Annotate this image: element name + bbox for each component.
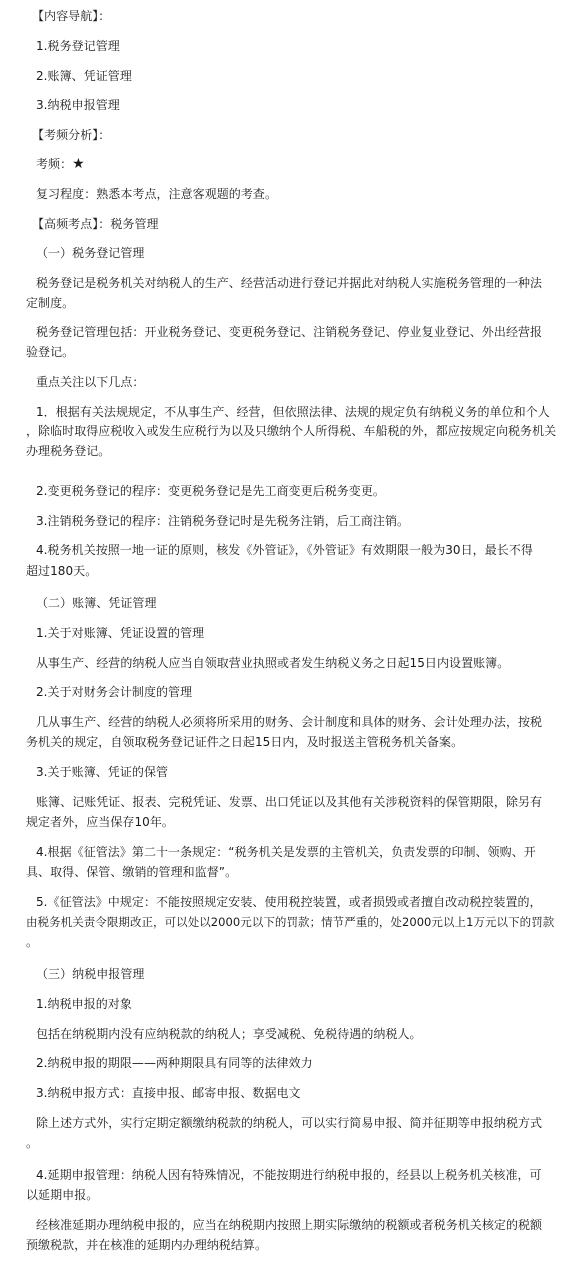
sec1-item1-line2: ，除临时取得应税收入或发生应税行为以及只缴纳个人所得税、车船税的外，都应按规定向税务机关	[26, 424, 557, 438]
freq-line	[36, 157, 85, 171]
sec2-s2-body-line1: 几从事生产、经营的纳税人必须将所采用的财务、会计制度和具体的财务、会计处理办法，按税	[36, 715, 543, 729]
sec3-s3-body-line1: 除上述方式外，实行定期定额缴纳税款的纳税人，可以实行简易申报、简并征期等申报纳税方式	[36, 1116, 543, 1130]
nav-item-3: 3.纳税申报管理	[36, 98, 120, 112]
sec2-s5-line1: 5.《征管法》中规定：不能按照规定安装、使用税控装置，或者损毁或者擅自改动税控装置的，	[36, 895, 542, 909]
hot-heading: 【高频考点】：税务管理	[32, 217, 159, 231]
sec2-s1-body: 从事生产、经营的纳税人应当自领取营业执照或者发生纳税义务之日起15日内设置账簿。	[36, 656, 510, 670]
sec2-s1-title: 1.关于对账簿、凭证设置的管理	[36, 626, 205, 640]
sec1-item4-line2: 超过180天。	[26, 564, 98, 578]
section-2-title: （二）账簿、凭证管理	[36, 596, 157, 610]
sec2-s5-line3: 。	[26, 935, 39, 949]
sec3-s4-line2: 以延期申报。	[26, 1188, 99, 1202]
sec1-item2: 2.变更税务登记的程序：变更税务登记是先工商变更后税务变更。	[36, 484, 385, 498]
sec2-s4-line1: 4.根据《征管法》第二十一条规定：“税务机关是发票的主管机关，负责发票的印制、领购、开	[36, 845, 536, 859]
freq-heading: 【考频分析】：	[32, 128, 111, 142]
sec3-s4-body-line2: 预缴税款，并在核准的延期内办理纳税结算。	[26, 1238, 268, 1252]
review-level: 复习程度：熟悉本考点，注意客观题的考查。	[36, 187, 278, 201]
nav-item-2: 2.账簿、凭证管理	[36, 69, 132, 83]
sec2-s2-body-line2: 务机关的规定，自领取税务登记证件之日起15日内，及时报送主管税务机关备案。	[26, 735, 464, 749]
sec1-p1-line1: 税务登记是税务机关对纳税人的生产、经营活动进行登记并据此对纳税人实施税务管理的一种法	[36, 276, 543, 290]
sec1-item1-line3: 办理税务登记。	[26, 444, 111, 458]
nav-item-1: 1.税务登记管理	[36, 39, 120, 53]
sec3-s4-line1: 4.延期申报管理：纳税人因有特殊情况，不能按期进行纳税申报的，经县以上税务机关核准，可	[36, 1168, 542, 1182]
sec3-s1-title: 1.纳税申报的对象	[36, 997, 132, 1011]
sec3-s1-body: 包括在纳税期内没有应纳税款的纳税人；享受减税、免税待遇的纳税人。	[36, 1027, 422, 1041]
section-1-title: （一）税务登记管理	[36, 246, 145, 260]
sec1-focus: 重点关注以下几点：	[36, 375, 145, 389]
freq-label: 考频：	[36, 157, 73, 171]
sec2-s3-body-line2: 规定者外，应当保存10年。	[26, 815, 174, 829]
section-3-title: （三）纳税申报管理	[36, 967, 145, 981]
sec3-s2-title: 2.纳税申报的期限——两种期限具有同等的法律效力	[36, 1056, 313, 1070]
sec1-p2-line1: 税务登记管理包括：开业税务登记、变更税务登记、注销税务登记、停业复业登记、外出经营报	[36, 325, 543, 339]
sec3-s3-title: 3.纳税申报方式：直接申报、邮寄申报、数据电文	[36, 1086, 301, 1100]
star-icon: ★	[72, 156, 85, 172]
sec2-s3-body-line1: 账簿、记账凭证、报表、完税凭证、发票、出口凭证以及其他有关涉税资料的保管期限，除另有	[36, 795, 543, 809]
nav-heading: 【内容导航】：	[32, 9, 111, 23]
sec2-s2-title: 2.关于对财务会计制度的管理	[36, 685, 193, 699]
sec1-item4-line1: 4.税务机关按照一地一证的原则，核发《外管证》，《外管证》有效期限一般为30日，最长不得	[36, 543, 533, 557]
sec1-item1-line1: 1．根据有关法规规定，不从事生产、经营，但依照法律、法规的规定负有纳税义务的单位和个人	[36, 405, 550, 419]
sec1-p1-line2: 定制度。	[26, 296, 75, 310]
sec1-p2-line2: 验登记。	[26, 345, 75, 359]
sec1-item3: 3.注销税务登记的程序：注销税务登记时是先税务注销，后工商注销。	[36, 514, 410, 528]
sec2-s3-title: 3.关于账簿、凭证的保管	[36, 765, 169, 779]
sec3-s4-body-line1: 经核准延期办理纳税申报的，应当在纳税期内按照上期实际缴纳的税额或者税务机关核定的税额	[36, 1218, 543, 1232]
sec3-s3-body-line2: 。	[26, 1136, 39, 1150]
sec2-s4-line2: 具、取得、保管、缴销的管理和监督”。	[26, 865, 238, 879]
sec2-s5-line2: 由税务机关责令限期改正，可以处以2000元以下的罚款；情节严重的，处2000元以上1万元以下的罚款	[26, 915, 555, 929]
